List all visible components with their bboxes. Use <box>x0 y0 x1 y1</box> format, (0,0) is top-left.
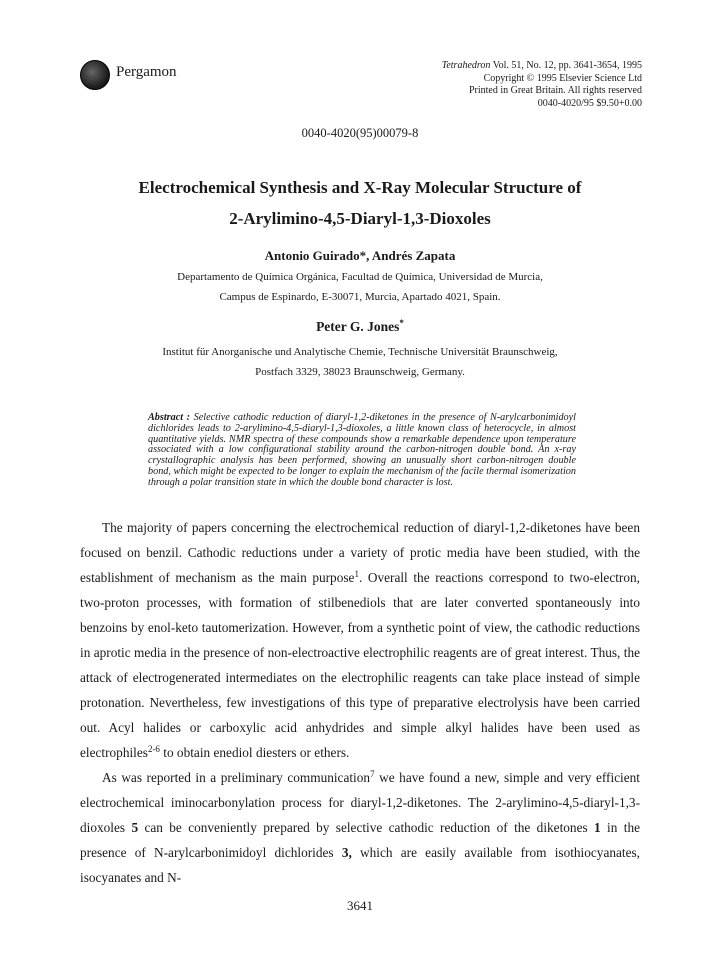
journal-info <box>322 60 642 110</box>
journal-volume: Vol. 51, No. 12, pp. 3641-3654, 1995 <box>490 60 642 71</box>
affiliation-1 <box>80 267 640 307</box>
corresponding-mark: * <box>399 318 404 328</box>
abstract-text: Selective cathodic reduction of diaryl-1,2-diketones in the presence of N-arylcarbonimidoyl dichlorides leads to 2-arylimino-4,5-diaryl-1,3-dioxoles, a little known class of heterocycle, in almost quantitative yields. NMR spectra of these compounds show a remarkable dependence upon temperature associated with a low configurational stability around the carbon-nitrogen double bond. An x-ray crystallographic analysis has been performed, showing an unusually short carbon-nitrogen double bond, which might be expected to be longer to explain the mechanism of the facile thermal isomerization through a polar transition state in which the double bond character is lost. <box>148 412 576 488</box>
paragraph-1-text-a: The majority of papers concerning the electrochemical reduction of diaryl-1,2-diketones have been focused on benzil. Cathodic reductions under a variety of protic media have been studied, with the establishment of mechanism as the main purpose <box>80 520 640 585</box>
affiliation-1-line-1: Departamento de Química Orgánica, Facultad de Química, Universidad de Murcia, <box>177 271 543 283</box>
authors-group-1: Antonio Guirado*, Andrés Zapata <box>264 248 456 263</box>
author-name: Peter G. Jones <box>316 319 400 334</box>
compound-number: 5 <box>131 820 139 835</box>
affiliation-2-line-2: Postfach 3329, 38023 Braunschweig, Germany. <box>255 366 465 378</box>
paragraph-2-text-e: which are easily available from isothiocyanates, isocyanates and N- <box>80 845 640 885</box>
compound-number: 1 <box>594 820 601 835</box>
title-line-1: Electrochemical Synthesis and X-Ray Molecular Structure of <box>138 178 582 197</box>
body-text <box>80 515 640 890</box>
affiliation-2-line-1: Institut für Anorganische und Analytische Chemie, Technische Universität Braunschweig, <box>162 346 558 358</box>
doi: 0040-4020(95)00079-8 <box>301 126 419 140</box>
journal-line-1 <box>322 60 642 73</box>
paper-title <box>80 172 640 234</box>
publisher-logo-icon <box>80 60 110 90</box>
paragraph-1 <box>80 515 640 765</box>
reference-mark: 2-6 <box>147 744 160 754</box>
reference-mark: 7 <box>370 769 375 779</box>
affiliation-1-line-2: Campus de Espinardo, E-30071, Murcia, Apartado 4021, Spain. <box>219 291 501 303</box>
paragraph-2 <box>80 765 640 890</box>
paragraph-2-text-c: can be conveniently prepared by selective cathodic reduction of the diketones <box>138 820 595 835</box>
paragraph-1-text-c: to obtain enediol diesters or ethers. <box>159 745 350 760</box>
paragraph-2-text-a: As was reported in a preliminary communication <box>102 770 371 785</box>
title-line-2: 2-Arylimino-4,5-Diaryl-1,3-Dioxoles <box>229 209 491 228</box>
journal-printed: Printed in Great Britain. All rights reserved <box>468 85 642 96</box>
authors-group-2 <box>80 318 640 335</box>
reference-mark: 1 <box>354 569 359 579</box>
paragraph-1-text-b: . Overall the reactions correspond to two-electron, two-proton processes, with formation of stilbenediols that are later converted spontaneously into benzoins by enol-keto tautomerization. However, from a synthetic point of view, the cathodic reductions in aprotic media in the presence of non-electroactive electrophilic reagents are of great interest. Thus, the attack of electrogenerated intermediates on the electrophilic reagents can take place instead of simple protonation. Nevertheless, few investigations of this type of preparative electrolysis have been carried out. Acyl halides or carboxylic acid anhydrides and simple alkyl halides have been used as electrophiles <box>80 570 640 760</box>
journal-name: Tetrahedron <box>441 60 491 71</box>
abstract-label: Abstract : <box>148 412 191 423</box>
publisher-name: Pergamon <box>116 64 177 80</box>
journal-copyright: Copyright © 1995 Elsevier Science Ltd <box>483 72 642 84</box>
abstract <box>148 413 576 489</box>
page-number: 3641 <box>347 898 373 913</box>
paragraph-2-text-d: in the presence of N-arylcarbonimidoyl dichlorides <box>80 820 640 860</box>
affiliation-2 <box>80 342 640 382</box>
paragraph-2-text-b: we have found a new, simple and very efficient electrochemical iminocarbonylation process for diaryl-1,2-diketones. The 2-arylimino-4,5-diaryl-1,3-dioxoles <box>80 770 640 835</box>
journal-price: 0040-4020/95 $9.50+0.00 <box>537 97 642 109</box>
compound-number: 3, <box>341 845 352 860</box>
